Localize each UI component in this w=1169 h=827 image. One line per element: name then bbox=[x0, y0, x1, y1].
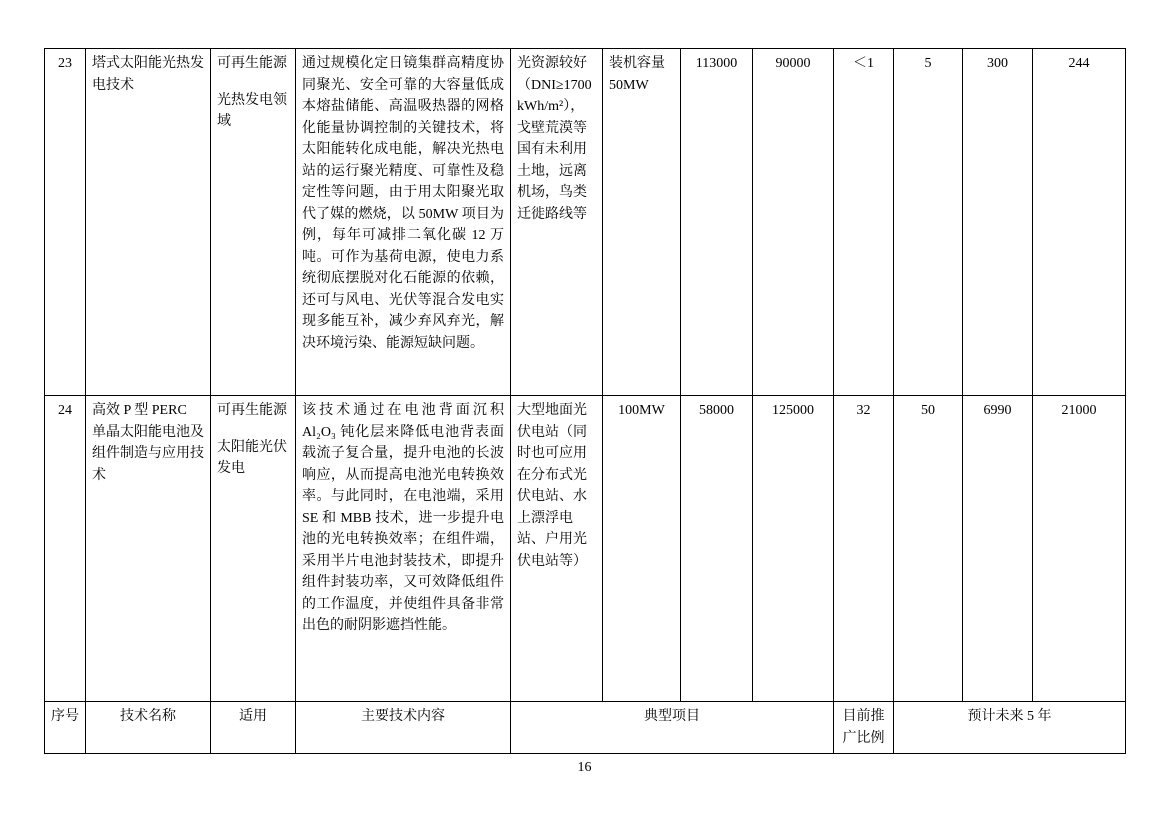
row23-applicable-domain: 可再生能源 bbox=[217, 56, 287, 71]
header-typical-project: 典型项目 bbox=[511, 702, 834, 754]
row23-seq: 23 bbox=[45, 49, 86, 396]
header-main-content: 主要技术内容 bbox=[296, 702, 511, 754]
row23-main-content: 通过规模化定日镜集群高精度协同聚光、安全可靠的大容量低成本熔盐储能、高温吸热器的网格化能量协调控制的关键技术，将太阳能转化成电能，解决光热电站的运行聚光精度、可靠性及稳定性等问题，由于用太阳聚光取代了媒的燃烧，以 50MW 项目为例，每年可减排二氧化碳 12 万吨。可作为基荷电源，使电力系统彻底摆脱对化石能源的依赖，还可与风电、光伏等混合发电实现多能互补，减少弃风弃光，解决环境污染、能源短缺问题。 bbox=[296, 49, 511, 396]
page-number: 16 bbox=[577, 760, 592, 775]
row24-tech-name: 高效 P 型 PERC 单晶太阳能电池及组件制造与应用技术 bbox=[86, 396, 211, 702]
header-future-5yr: 预计未来 5 年 bbox=[894, 702, 1126, 754]
row23-project-conditions: 光资源较好（DNI≥1700 kWh/m²），戈壁荒漠等国有未利用土地，远离机场，鸟类迁徙路线等 bbox=[511, 49, 603, 396]
row23-project-scale: 装机容量50MW bbox=[603, 49, 681, 396]
row23-applicable-area: 光热发电领域 bbox=[217, 92, 287, 129]
row24-project-scale: 100MW bbox=[603, 396, 681, 702]
row24-current-ratio: 32 bbox=[834, 396, 894, 702]
row24-future-value-1: 50 bbox=[894, 396, 963, 702]
header-current-promotion-ratio: 目前推广比例 bbox=[834, 702, 894, 754]
row23-tech-name: 塔式太阳能光热发电技术 bbox=[86, 49, 211, 396]
header-applicable: 适用 bbox=[211, 702, 296, 754]
row24-main-content: 该技术通过在电池背面沉积 Al₂O₃ 钝化层来降低电池背表面载流子复合量，提升电池的长波响应，从而提高电池光电转换效率。与此同时，在电池端，采用 SE 和 MBB 技术，进一步提升电池的光电转换效率；在组件端，采用半片电池封装技术，即提升组件封装功率，又可效降低组件的工作温度，并使组件具备非常出色的耐阴影遮挡性能。 bbox=[296, 396, 511, 702]
row23-future-value-1: 5 bbox=[894, 49, 963, 396]
table-row bbox=[45, 396, 1126, 702]
row23-future-value-3: 244 bbox=[1033, 49, 1126, 396]
row24-applicable-area: 太阳能光伏发电 bbox=[217, 439, 287, 476]
row24-applicable bbox=[211, 396, 296, 702]
row23-future-value-2: 300 bbox=[963, 49, 1033, 396]
row23-value-1: 113000 bbox=[681, 49, 753, 396]
row23-applicable bbox=[211, 49, 296, 396]
technology-table bbox=[44, 48, 1126, 754]
header-seq: 序号 bbox=[45, 702, 86, 754]
row24-project-conditions: 大型地面光伏电站（同时也可应用在分布式光伏电站、水上漂浮电站、户用光伏电站等） bbox=[511, 396, 603, 702]
row24-value-1: 58000 bbox=[681, 396, 753, 702]
column-header-row bbox=[45, 702, 1126, 754]
row24-seq: 24 bbox=[45, 396, 86, 702]
table-row bbox=[45, 49, 1126, 396]
row24-value-2: 125000 bbox=[753, 396, 834, 702]
row23-value-2: 90000 bbox=[753, 49, 834, 396]
row24-future-value-3: 21000 bbox=[1033, 396, 1126, 702]
row23-current-ratio: ＜1 bbox=[834, 49, 894, 396]
row24-applicable-domain: 可再生能源 bbox=[217, 403, 287, 418]
header-tech-name: 技术名称 bbox=[86, 702, 211, 754]
row24-future-value-2: 6990 bbox=[963, 396, 1033, 702]
